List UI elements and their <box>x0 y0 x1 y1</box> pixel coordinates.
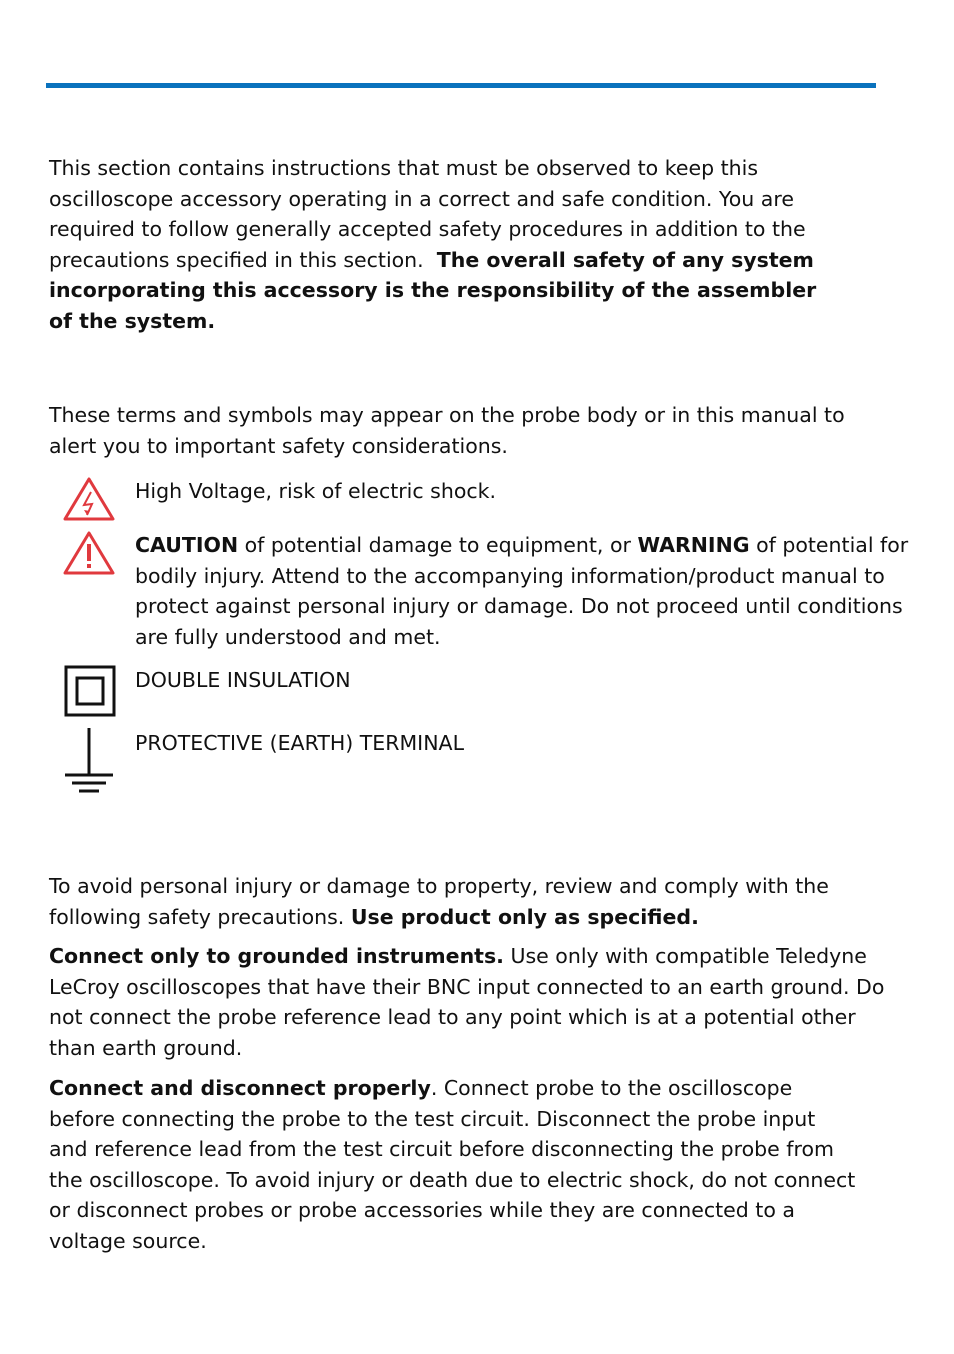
connect-paragraph <box>49 1073 859 1256</box>
warning-label: WARNING <box>637 533 750 557</box>
precautions-intro-text: To avoid personal injury or damage to property, review and comply with the following safety precautions. <box>49 874 829 929</box>
grounded-paragraph <box>49 941 889 1063</box>
intro-bold-text: The overall safety of any system incorporating this accessory is the responsibility of the assembler of the system. <box>49 247 817 333</box>
caution-icon <box>62 530 116 576</box>
high-voltage-text: High Voltage, risk of electric shock. <box>135 479 497 503</box>
caution-text <box>135 530 910 652</box>
high-voltage-icon <box>62 476 116 522</box>
intro-paragraph <box>49 153 839 336</box>
precautions-intro-paragraph <box>49 871 849 932</box>
caution-text-b: of potential for bodily injury. Attend to the accompanying information/product manual to protect against personal injury or damage. Do not proceed until conditions are fully understood and met. <box>135 533 909 649</box>
double-insulation-text: DOUBLE INSULATION <box>135 668 351 692</box>
connect-text: . Connect probe to the oscilloscope before connecting the probe to the test circuit. Disconnect the probe input and reference lead from the test circuit before disconnecting the probe from the oscilloscope. To avoid injury or death due to electric shock, do not connect or disconnect probes or probe accessories while they are connected to a voltage source. <box>49 1076 856 1253</box>
grounded-title: Connect only to grounded instruments. <box>49 944 504 968</box>
intro-text: This section contains instructions that must be observed to keep this oscilloscope accessory operating in a correct and safe condition. You are required to follow generally accepted safety procedures in addition to the precautions specified in this section. <box>49 156 806 272</box>
symbols-intro-paragraph <box>49 400 849 461</box>
grounded-text: Use only with compatible Teledyne LeCroy oscilloscopes that have their BNC input connected to an earth ground. Do not connect the probe reference lead to any point which is at a potential other than earth ground. <box>49 944 885 1060</box>
caution-text-a: of potential damage to equipment, or <box>238 533 638 557</box>
connect-title: Connect and disconnect properly <box>49 1076 431 1100</box>
symbols-intro-text: These terms and symbols may appear on the probe body or in this manual to alert you to important safety considerations. <box>49 403 845 458</box>
earth-terminal-text: PROTECTIVE (EARTH) TERMINAL <box>135 731 465 755</box>
earth-terminal-icon <box>62 728 116 798</box>
precautions-intro-bold-text: Use product only as specified. <box>350 904 699 929</box>
header-rule <box>46 83 876 88</box>
double-insulation-icon <box>64 665 118 719</box>
caution-label: CAUTION <box>135 533 239 557</box>
